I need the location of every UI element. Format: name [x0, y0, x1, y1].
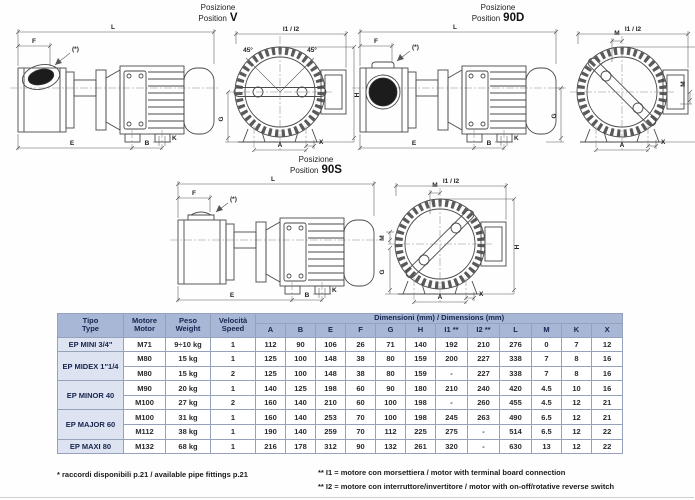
table-cell: 26 [346, 337, 376, 352]
table-cell: 12 [562, 410, 592, 425]
table-cell: 259 [316, 425, 346, 440]
angle-label-left: 45° [243, 47, 253, 54]
dim-label-h: H [354, 92, 361, 98]
table-cell: 312 [316, 439, 346, 454]
table-cell: 9÷10 kg [166, 337, 211, 352]
table-cell: 210 [316, 395, 346, 410]
table-cell: 514 [500, 425, 532, 440]
dim-label-m-top: M [614, 30, 620, 37]
table-row [58, 366, 623, 381]
footnote-i1: ** I1 = motore con morsettiera / motor with terminal board connection [318, 468, 566, 477]
table-cell: 21 [592, 410, 623, 425]
footnote-pipe-fittings: * raccordi disponibili p.21 / available pipe fittings p.21 [57, 470, 248, 479]
dim-label-g: G [551, 113, 558, 119]
table-cell: 80 [376, 366, 406, 381]
dim-label-i1i2: I1 / I2 [282, 26, 300, 33]
table-cell: 180 [406, 381, 436, 396]
table-cell: 22 [592, 425, 623, 440]
col-header-motor: Motore Motor [124, 314, 166, 338]
table-cell: 0 [532, 337, 562, 352]
table-cell: 31 kg [166, 410, 211, 425]
table-cell: 12 [562, 395, 592, 410]
table-cell: 112 [256, 337, 286, 352]
table-cell: 490 [500, 410, 532, 425]
col-x: X [592, 323, 623, 337]
col-header-speed: Velocità Speed [211, 314, 256, 338]
table-cell: 140 [286, 425, 316, 440]
table-cell: 6.5 [532, 410, 562, 425]
table-cell: - [436, 366, 468, 381]
table-cell: M100 [124, 395, 166, 410]
table-cell: - [468, 425, 500, 440]
table-cell: 140 [286, 410, 316, 425]
table-cell: 210 [436, 381, 468, 396]
table-cell: 21 [592, 395, 623, 410]
pump-type-cell: EP MINOR 40 [58, 381, 124, 410]
table-cell: 38 kg [166, 425, 211, 440]
table-row [58, 395, 623, 410]
col-header-weight: Peso Weight [166, 314, 211, 338]
table-cell: - [436, 395, 468, 410]
table-cell: 16 [592, 352, 623, 367]
table-cell: 7 [562, 337, 592, 352]
table-cell: 90 [346, 439, 376, 454]
table-cell: 159 [406, 366, 436, 381]
pump-type-cell: EP MINI 3/4" [58, 337, 124, 352]
dim-label-k: K [332, 287, 337, 294]
table-cell: 6.5 [532, 425, 562, 440]
col-header-type: Tipo Type [58, 314, 124, 338]
table-cell: 263 [468, 410, 500, 425]
table-cell: 227 [468, 366, 500, 381]
table-cell: 38 [346, 366, 376, 381]
dim-label-i1i2: I1 / I2 [442, 178, 460, 185]
table-cell: 8 [562, 352, 592, 367]
dim-label-a: A [277, 142, 283, 149]
col-header-dimensions: Dimensioni (mm) / Dimensions (mm) [256, 314, 623, 324]
table-cell: 260 [468, 395, 500, 410]
table-cell: 100 [376, 395, 406, 410]
dim-label-k: K [172, 135, 177, 142]
dim-label-a: A [437, 294, 443, 301]
table-cell: 1 [211, 410, 256, 425]
footnote-i2: ** I2 = motore con interruttore/invertitore / motor with on-off/rotative reverse switch [318, 481, 615, 491]
table-cell: 60 [346, 395, 376, 410]
drawing-title [256, 154, 376, 176]
pump-type-cell: EP MAXI 80 [58, 439, 124, 454]
table-cell: 1 [211, 337, 256, 352]
table-cell: 112 [376, 425, 406, 440]
table-cell: 4.5 [532, 395, 562, 410]
table-cell: 160 [256, 395, 286, 410]
table-cell: 159 [406, 352, 436, 367]
table-cell: 27 kg [166, 395, 211, 410]
table-cell: M90 [124, 381, 166, 396]
table-cell: 190 [256, 425, 286, 440]
col-a: A [256, 323, 286, 337]
pump-technical-drawing [168, 174, 521, 308]
pump-type-cell: EP MAJOR 60 [58, 410, 124, 439]
table-cell: 240 [468, 381, 500, 396]
table-row [58, 381, 623, 396]
dim-label-x: X [479, 291, 484, 298]
table-body [58, 337, 623, 454]
dim-label-g: G [218, 116, 225, 122]
dim-label-l: L [111, 24, 115, 31]
col-k: K [562, 323, 592, 337]
title-italian: Posizione [480, 3, 516, 12]
table-cell: 15 kg [166, 352, 211, 367]
title-english: Position [471, 14, 501, 23]
dim-label-a: A [619, 142, 625, 149]
table-cell: 420 [500, 381, 532, 396]
table-cell: 125 [256, 366, 286, 381]
table-cell: 7 [532, 366, 562, 381]
table-cell: M80 [124, 366, 166, 381]
table-cell: 227 [468, 352, 500, 367]
table-cell: M132 [124, 439, 166, 454]
dim-label-e: E [229, 292, 235, 299]
table-cell: 198 [406, 410, 436, 425]
position-code: 90D [503, 12, 525, 24]
table-cell: 8 [562, 366, 592, 381]
dimensions-table [57, 313, 623, 454]
col-m: M [532, 323, 562, 337]
port-note-star: (*) [412, 44, 419, 51]
pump-technical-drawing [350, 22, 695, 156]
table-cell: 38 [346, 352, 376, 367]
dim-label-m-side: M [379, 235, 386, 241]
dim-label-l: L [271, 176, 275, 183]
page-divider [0, 497, 694, 498]
table-cell: 132 [376, 439, 406, 454]
table-cell: 100 [286, 352, 316, 367]
dim-label-g: G [379, 269, 386, 275]
table-cell: 12 [562, 439, 592, 454]
angle-label-right: 45° [307, 47, 317, 54]
table-cell: 70 [346, 425, 376, 440]
table-cell: 20 kg [166, 381, 211, 396]
table-cell: 261 [406, 439, 436, 454]
table-cell: 106 [316, 337, 346, 352]
table-row [58, 352, 623, 367]
dim-label-h: H [514, 244, 521, 250]
dim-label-m-side: M [680, 81, 687, 87]
table-cell: 253 [316, 410, 346, 425]
dim-label-f: F [32, 38, 36, 45]
table-cell: 140 [256, 381, 286, 396]
table-cell: M71 [124, 337, 166, 352]
table-cell: M112 [124, 425, 166, 440]
table-cell: 140 [286, 395, 316, 410]
dim-label-b: B [486, 140, 492, 147]
dim-label-k: K [514, 135, 519, 142]
table-cell: 140 [406, 337, 436, 352]
table-cell: 1 [211, 352, 256, 367]
col-i2: I2 ** [468, 323, 500, 337]
table-cell: 4.5 [532, 381, 562, 396]
col-b: B [286, 323, 316, 337]
dim-label-x: X [661, 139, 666, 146]
drawing-title [438, 2, 558, 24]
table-cell: 198 [406, 395, 436, 410]
position-code: 90S [321, 164, 342, 176]
col-f: F [346, 323, 376, 337]
dim-label-b: B [304, 292, 310, 299]
table-cell: 338 [500, 352, 532, 367]
table-cell: 16 [592, 381, 623, 396]
position-code: V [229, 12, 238, 24]
table-cell: 10 [562, 381, 592, 396]
table-cell: 148 [316, 352, 346, 367]
table-cell: 216 [256, 439, 286, 454]
table-cell: 630 [500, 439, 532, 454]
dim-label-l: L [453, 24, 457, 31]
table-cell: M80 [124, 352, 166, 367]
col-g: G [376, 323, 406, 337]
dim-label-f: F [374, 38, 378, 45]
table-cell: 178 [286, 439, 316, 454]
col-h: H [406, 323, 436, 337]
table-cell: 90 [286, 337, 316, 352]
table-cell: 338 [500, 366, 532, 381]
table-cell: 80 [376, 352, 406, 367]
dim-label-b: B [144, 140, 150, 147]
table-cell: 1 [211, 381, 256, 396]
table-cell: 71 [376, 337, 406, 352]
table-cell: 276 [500, 337, 532, 352]
table-cell: 100 [286, 366, 316, 381]
table-cell: 15 kg [166, 366, 211, 381]
col-i1: I1 ** [436, 323, 468, 337]
table-cell: 198 [316, 381, 346, 396]
table-cell: 210 [468, 337, 500, 352]
col-l: L [500, 323, 532, 337]
table-cell: 60 [346, 381, 376, 396]
dim-label-f: F [192, 190, 196, 197]
col-e: E [316, 323, 346, 337]
table-cell: 13 [532, 439, 562, 454]
table-cell: 7 [532, 352, 562, 367]
table-cell: 2 [211, 366, 256, 381]
pump-type-cell: EP MIDEX 1"1/4 [58, 352, 124, 381]
table-row [58, 337, 623, 352]
table-cell: 125 [256, 352, 286, 367]
title-italian: Posizione [298, 155, 334, 164]
table-row [58, 439, 623, 454]
pump-technical-drawing [8, 22, 361, 156]
table-cell: 1 [211, 425, 256, 440]
dim-label-i1i2: I1 / I2 [624, 26, 642, 33]
table-cell: M100 [124, 410, 166, 425]
title-english: Position [198, 14, 227, 23]
drawing-position-v [8, 2, 361, 158]
table-cell: 70 [346, 410, 376, 425]
table-cell: 16 [592, 366, 623, 381]
table-row [58, 425, 623, 440]
table-cell: 160 [256, 410, 286, 425]
port-note-star: (*) [72, 46, 79, 53]
dim-label-e: E [411, 140, 417, 147]
footnote-i1-i2 [318, 466, 614, 493]
table-cell: 200 [436, 352, 468, 367]
dim-label-e: E [69, 140, 75, 147]
table-cell: 275 [436, 425, 468, 440]
table-cell: 22 [592, 439, 623, 454]
table-row [58, 410, 623, 425]
table-cell: 320 [436, 439, 468, 454]
title-english: Position [290, 166, 319, 175]
table-cell: 2 [211, 395, 256, 410]
table-cell: 455 [500, 395, 532, 410]
table-cell: - [468, 439, 500, 454]
table-cell: 245 [436, 410, 468, 425]
table-cell: 12 [562, 425, 592, 440]
drawing-title [158, 2, 278, 24]
dim-label-m-top: M [432, 182, 438, 189]
title-italian: Posizione [200, 3, 236, 12]
dim-label-x: X [319, 139, 324, 146]
drawing-position-90s [168, 154, 521, 310]
table-cell: 12 [592, 337, 623, 352]
table-header-row [58, 314, 623, 324]
table-cell: 125 [286, 381, 316, 396]
table-cell: 192 [436, 337, 468, 352]
table-cell: 68 kg [166, 439, 211, 454]
table-cell: 148 [316, 366, 346, 381]
table-cell: 90 [376, 381, 406, 396]
drawing-position-90d [350, 2, 695, 158]
table-cell: 225 [406, 425, 436, 440]
table-cell: 1 [211, 439, 256, 454]
table-cell: 100 [376, 410, 406, 425]
port-note-star: (*) [230, 196, 237, 203]
